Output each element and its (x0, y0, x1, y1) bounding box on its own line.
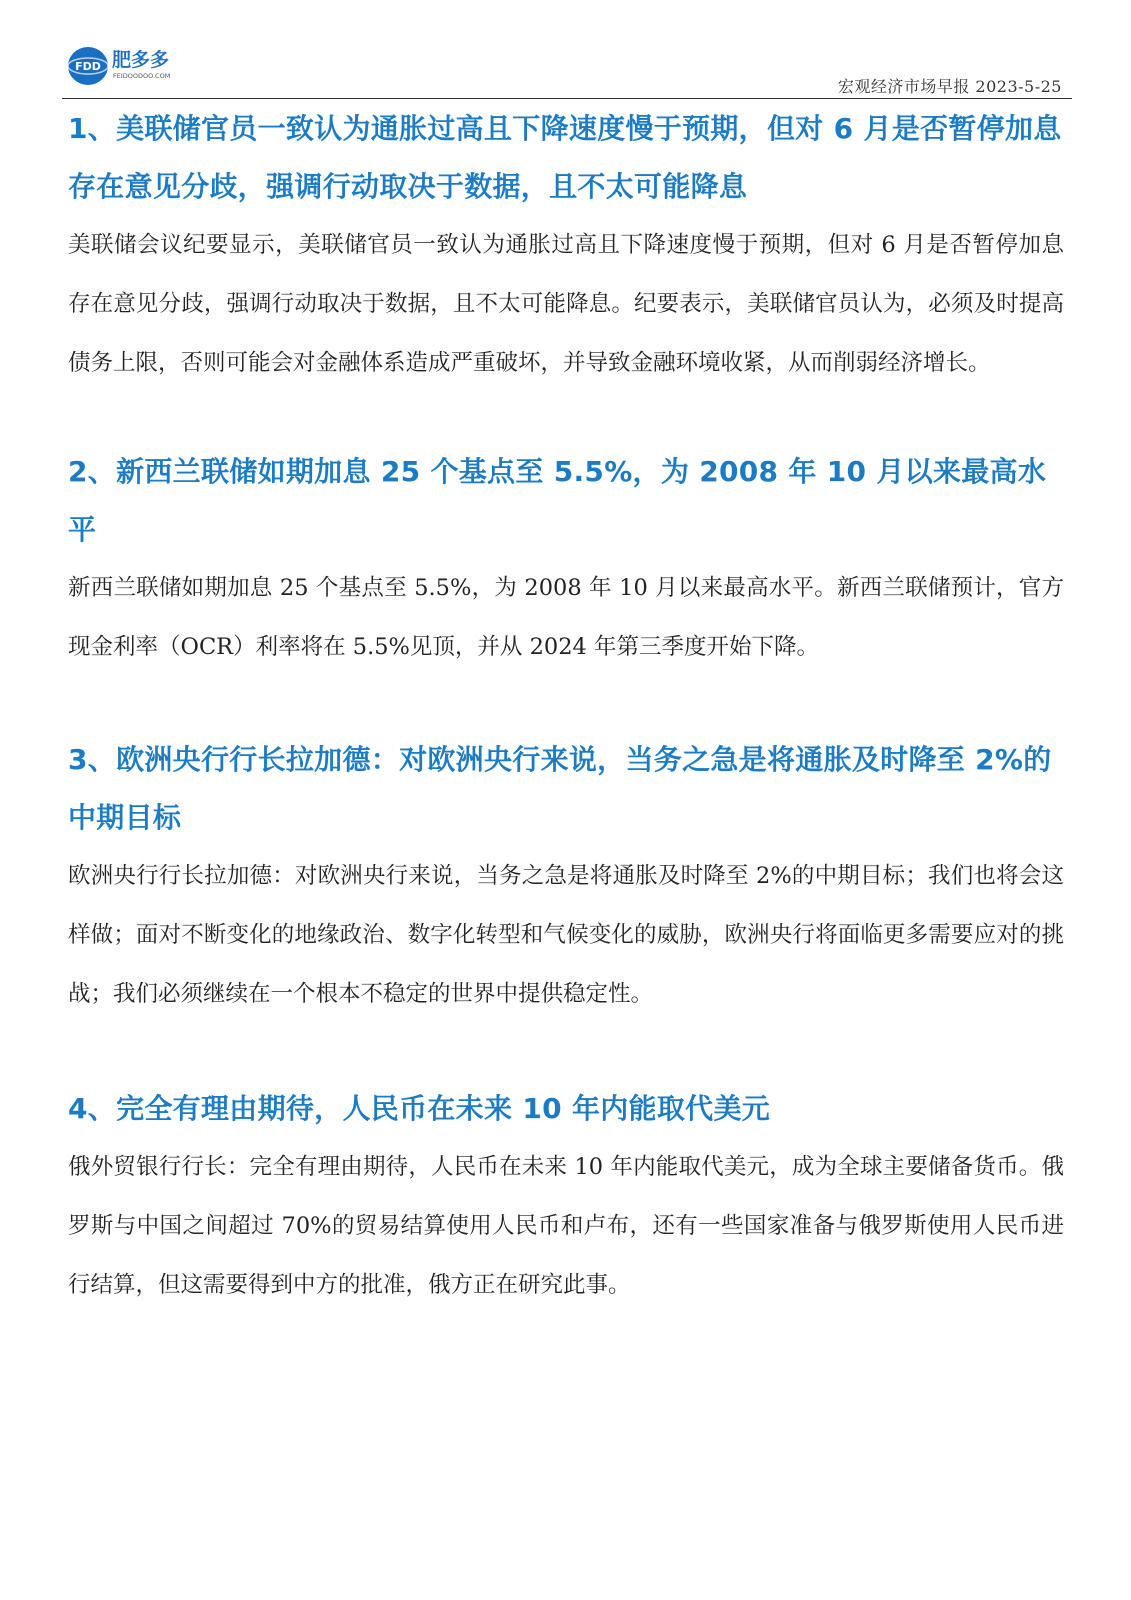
page-header (62, 40, 1072, 99)
logo-name-text: 肥多多 (112, 49, 170, 71)
feiduoduo-logo (66, 44, 206, 88)
section-4-body: 俄外贸银行行长：完全有理由期待，人民币在未来 10 年内能取代美元，成为全球主要储备货币。俄罗斯与中国之间超过 70%的贸易结算使用人民币和卢布，还有一些国家准备与俄罗斯使用人民币进行结算，但这需要得到中方的批准，俄方正在研究此事。 (68, 1154, 1064, 1298)
report-title: 宏观经济市场早报 2023-5-25 (837, 77, 1062, 96)
report-content (68, 100, 1064, 1315)
logo-url-text: FEIDOODOO.COM (113, 72, 171, 80)
section-2-heading: 2、新西兰联储如期加息 25 个基点至 5.5%，为 2008 年 10 月以来最高水平 (68, 455, 1047, 546)
section-1-heading: 1、美联储官员一致认为通胀过高且下降速度慢于预期，但对 6 月是否暂停加息存在意见分歧，强调行动取决于数据，且不太可能降息 (68, 112, 1062, 203)
section-4-heading: 4、完全有理由期待，人民币在未来 10 年内能取代美元 (68, 1092, 771, 1125)
section-2-body: 新西兰联储如期加息 25 个基点至 5.5%，为 2008 年 10 月以来最高水平。新西兰联储预计，官方现金利率（OCR）利率将在 5.5%见顶，并从 2024 年第三季度开始下降。 (68, 575, 1064, 660)
section-3-heading: 3、欧洲央行行长拉加德：对欧洲央行来说，当务之急是将通胀及时降至 2%的中期目标 (68, 743, 1052, 834)
section-3-body: 欧洲央行行长拉加德：对欧洲央行来说，当务之急是将通胀及时降至 2%的中期目标；我们也将会这样做；面对不断变化的地缘政治、数字化转型和气候变化的威胁，欧洲央行将面临更多需要应对的挑战；我们必须继续在一个根本不稳定的世界中提供稳定性。 (68, 863, 1064, 1007)
logo-badge-text: FDD (75, 60, 101, 73)
section-1-body: 美联储会议纪要显示，美联储官员一致认为通胀过高且下降速度慢于预期，但对 6 月是否暂停加息存在意见分歧，强调行动取决于数据，且不太可能降息。纪要表示，美联储官员认为，必须及时提高债务上限，否则可能会对金融体系造成严重破坏，并导致金融环境收紧，从而削弱经济增长。 (68, 232, 1064, 376)
